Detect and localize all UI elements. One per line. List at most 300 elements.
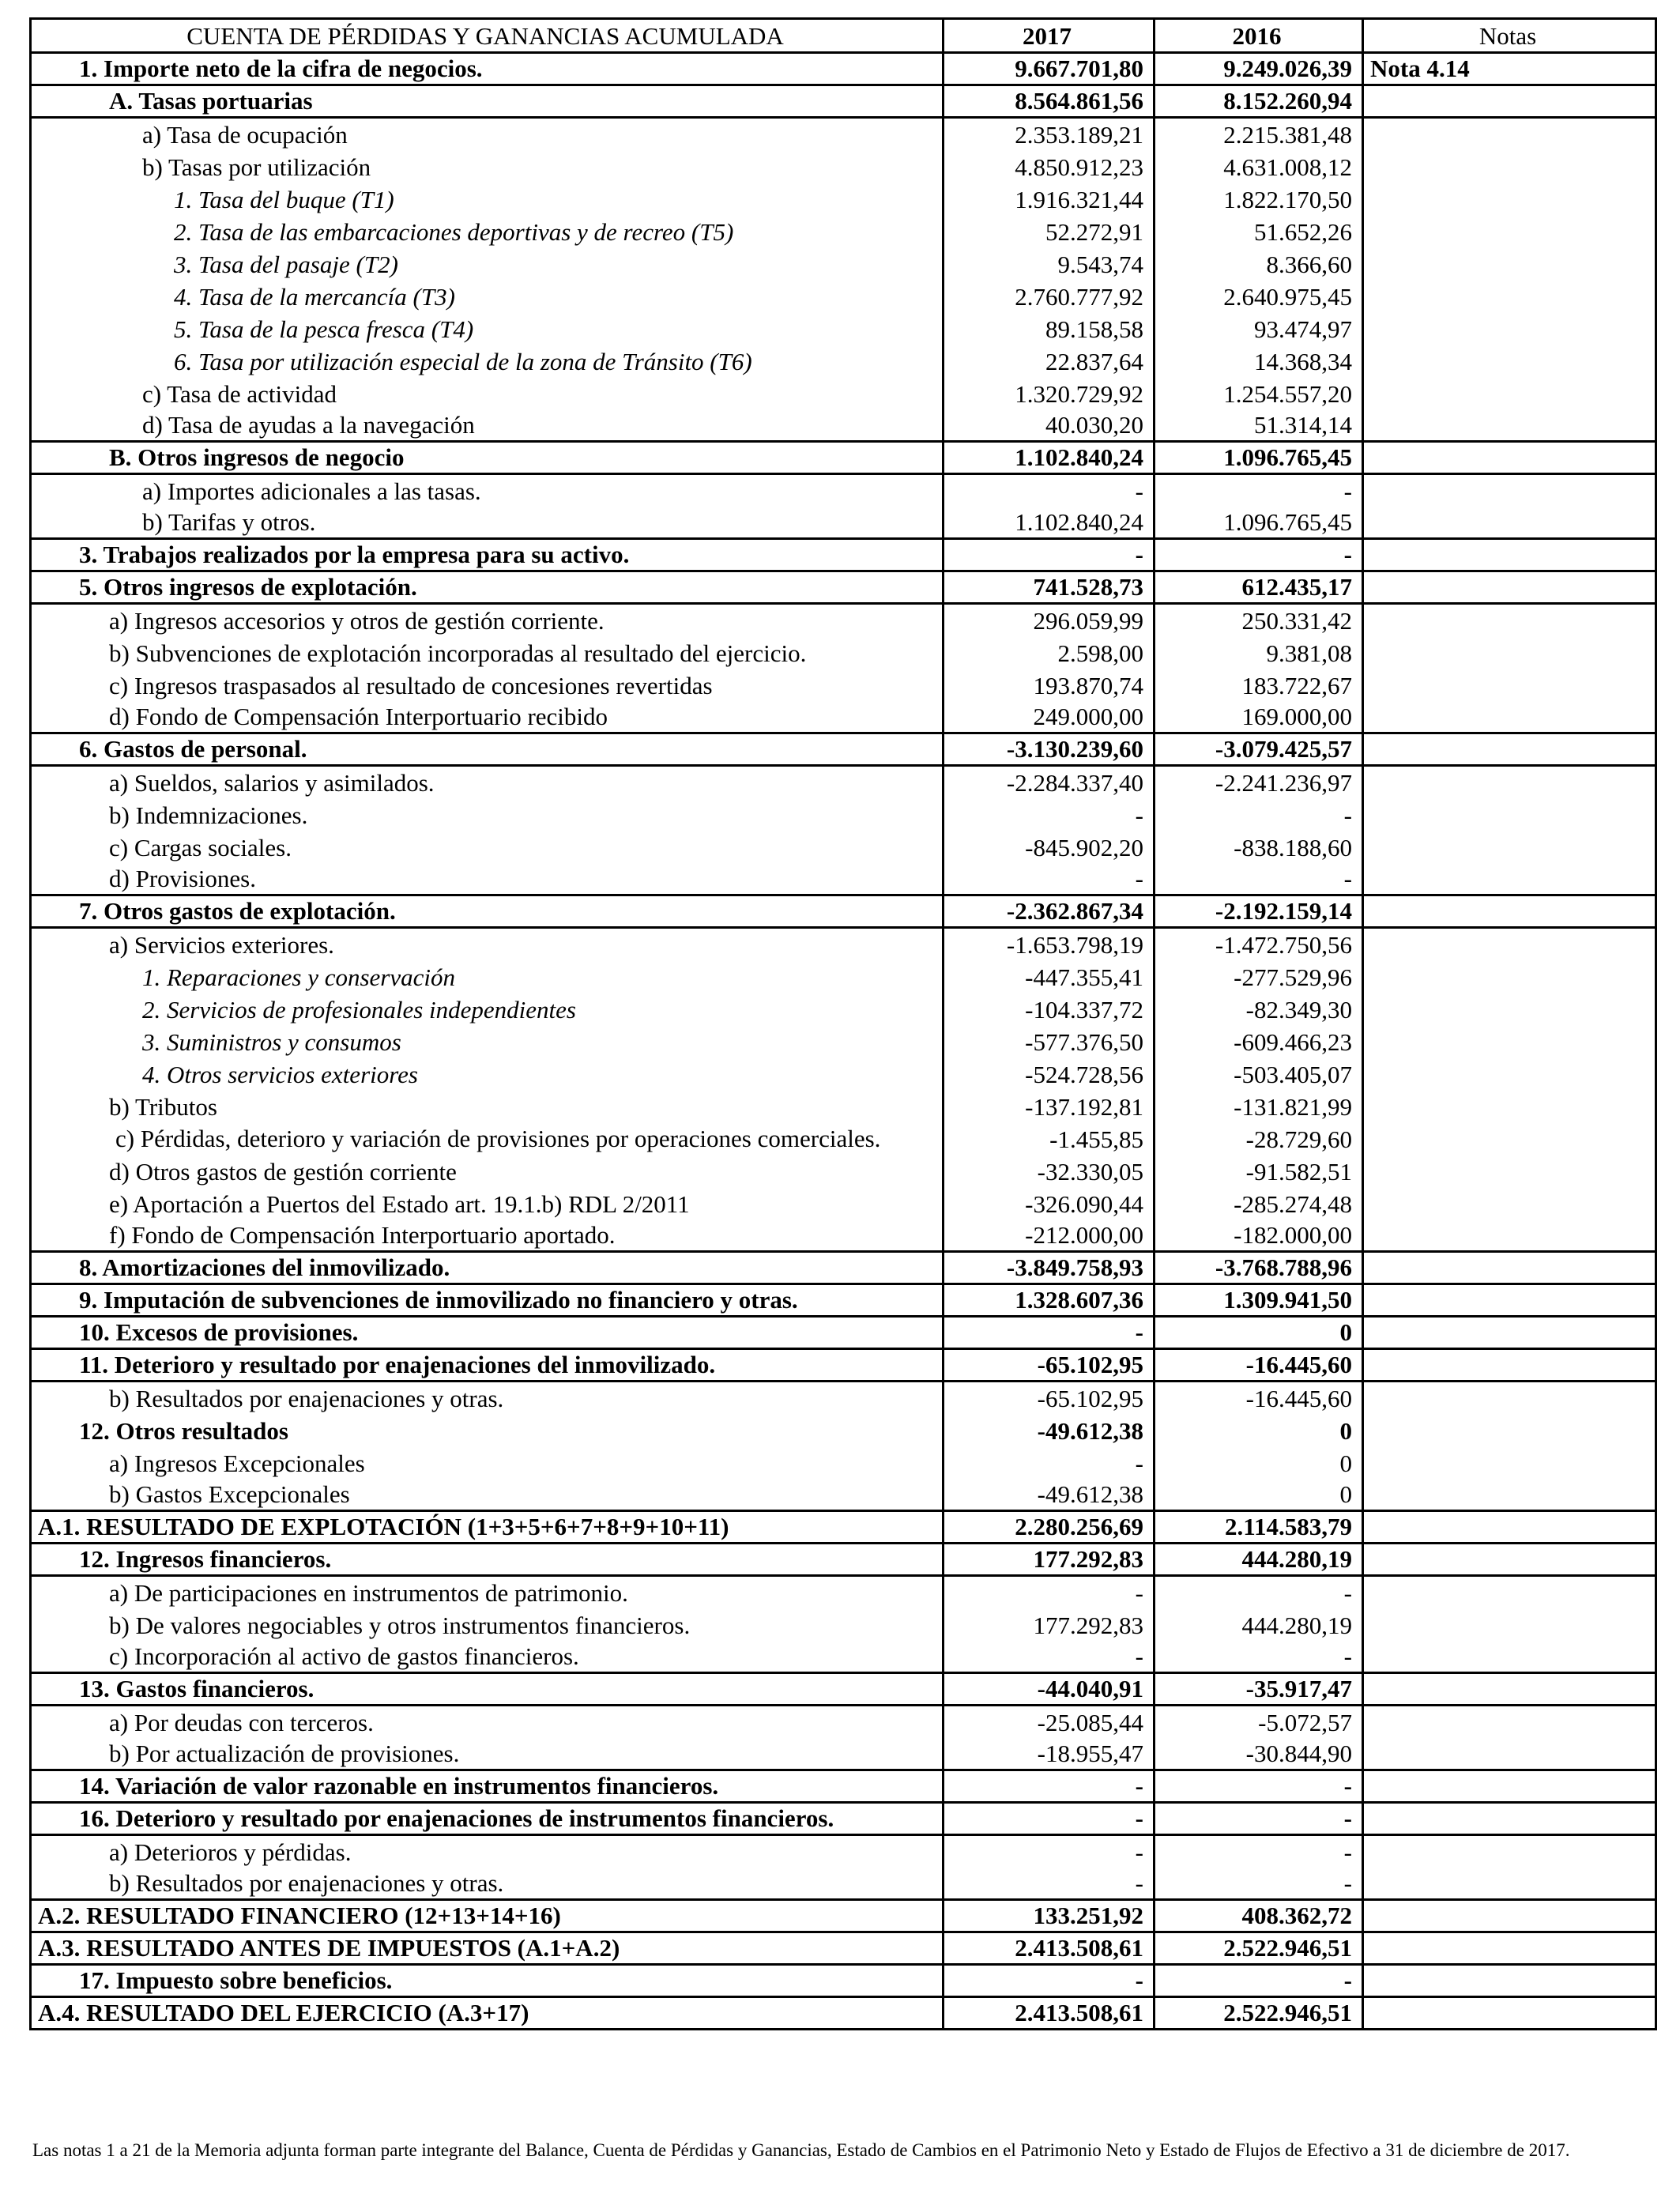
value-2016: 0 (1155, 1414, 1363, 1446)
value-2016: -35.917,47 (1155, 1673, 1363, 1706)
value-2017: -1.653.798,19 (944, 928, 1155, 960)
row-label: 1. Tasa del buque (T1) (31, 183, 944, 215)
value-2016: -3.079.425,57 (1155, 733, 1363, 766)
table-row (31, 539, 1656, 571)
row-label: f) Fondo de Compensación Interportuario aportado. (31, 1220, 944, 1252)
value-2017: 1.916.321,44 (944, 183, 1155, 215)
value-2016: 2.640.975,45 (1155, 280, 1363, 312)
row-note: Nota 4.14 (1363, 53, 1656, 85)
table-row (31, 1576, 1656, 1608)
value-2017: -2.362.867,34 (944, 895, 1155, 928)
row-label: 7. Otros gastos de explotación. (31, 895, 944, 928)
table-row (31, 118, 1656, 150)
table-row (31, 1414, 1656, 1446)
value-2016: 169.000,00 (1155, 701, 1363, 733)
value-2016: 14.368,34 (1155, 345, 1363, 377)
table-row (31, 1155, 1656, 1187)
value-2017: -104.337,72 (944, 993, 1155, 1025)
row-label: b) Subvenciones de explotación incorporadas al resultado del ejercicio. (31, 636, 944, 669)
row-label: b) Tasas por utilización (31, 150, 944, 183)
value-2016: 8.152.260,94 (1155, 85, 1363, 118)
row-note (1363, 1932, 1656, 1965)
value-2017: - (944, 539, 1155, 571)
value-2017: -49.612,38 (944, 1414, 1155, 1446)
row-note (1363, 312, 1656, 345)
row-note (1363, 1349, 1656, 1382)
value-2017: - (944, 1965, 1155, 1997)
row-label: a) Servicios exteriores. (31, 928, 944, 960)
row-label: a) Deterioros y pérdidas. (31, 1835, 944, 1868)
table-row (31, 1544, 1656, 1576)
table-row (31, 1965, 1656, 1997)
value-2017: 2.413.508,61 (944, 1932, 1155, 1965)
row-label: 3. Trabajos realizados por la empresa para su activo. (31, 539, 944, 571)
row-note (1363, 442, 1656, 474)
value-2017: 177.292,83 (944, 1544, 1155, 1576)
value-2017: 741.528,73 (944, 571, 1155, 604)
table-row (31, 1446, 1656, 1479)
value-2017: - (944, 1770, 1155, 1803)
row-label: b) Por actualización de provisiones. (31, 1738, 944, 1770)
value-2017: 296.059,99 (944, 604, 1155, 636)
value-2016: 2.215.381,48 (1155, 118, 1363, 150)
value-2017: 89.158,58 (944, 312, 1155, 345)
row-label: A.4. RESULTADO DEL EJERCICIO (A.3+17) (31, 1997, 944, 2030)
table-row (31, 1868, 1656, 1900)
table-row (31, 85, 1656, 118)
value-2017: 4.850.912,23 (944, 150, 1155, 183)
table-row (31, 312, 1656, 345)
row-label: b) Resultados por enajenaciones y otras. (31, 1382, 944, 1414)
value-2017: -49.612,38 (944, 1479, 1155, 1511)
value-2016: 1.822.170,50 (1155, 183, 1363, 215)
value-2016: -1.472.750,56 (1155, 928, 1363, 960)
value-2017: 1.102.840,24 (944, 442, 1155, 474)
table-row (31, 1900, 1656, 1932)
table-row (31, 507, 1656, 539)
value-2017: -1.455,85 (944, 1122, 1155, 1155)
table-row (31, 1284, 1656, 1317)
value-2017: 193.870,74 (944, 669, 1155, 701)
row-label: 5. Tasa de la pesca fresca (T4) (31, 312, 944, 345)
row-label: 5. Otros ingresos de explotación. (31, 571, 944, 604)
value-2017: 22.837,64 (944, 345, 1155, 377)
row-label: 17. Impuesto sobre beneficios. (31, 1965, 944, 1997)
table-row (31, 1738, 1656, 1770)
table-row (31, 1025, 1656, 1057)
row-note (1363, 863, 1656, 895)
value-2016: 51.652,26 (1155, 215, 1363, 247)
row-label: d) Otros gastos de gestión corriente (31, 1155, 944, 1187)
row-note (1363, 507, 1656, 539)
row-label: 12. Ingresos financieros. (31, 1544, 944, 1576)
row-note (1363, 1673, 1656, 1706)
value-2017: -25.085,44 (944, 1706, 1155, 1738)
table-row (31, 1835, 1656, 1868)
header-year-2016: 2016 (1155, 19, 1363, 53)
value-2016: -277.529,96 (1155, 960, 1363, 993)
row-label: d) Tasa de ayudas a la navegación (31, 409, 944, 442)
value-2016: - (1155, 1803, 1363, 1835)
table-row (31, 1641, 1656, 1673)
row-label: 14. Variación de valor razonable en instrumentos financieros. (31, 1770, 944, 1803)
value-2017: -3.130.239,60 (944, 733, 1155, 766)
row-note (1363, 247, 1656, 280)
table-row (31, 831, 1656, 863)
value-2016: 1.096.765,45 (1155, 507, 1363, 539)
value-2016: 408.362,72 (1155, 1900, 1363, 1932)
row-note (1363, 733, 1656, 766)
value-2017: -44.040,91 (944, 1673, 1155, 1706)
row-label: a) Por deudas con terceros. (31, 1706, 944, 1738)
value-2017: 249.000,00 (944, 701, 1155, 733)
value-2017: -3.849.758,93 (944, 1252, 1155, 1284)
row-label: 3. Tasa del pasaje (T2) (31, 247, 944, 280)
value-2017: -32.330,05 (944, 1155, 1155, 1187)
table-row (31, 1057, 1656, 1090)
row-label: a) Sueldos, salarios y asimilados. (31, 766, 944, 798)
table-row (31, 1608, 1656, 1641)
row-note (1363, 1382, 1656, 1414)
row-label: 1. Reparaciones y conservación (31, 960, 944, 993)
value-2016: - (1155, 1641, 1363, 1673)
row-label: 13. Gastos financieros. (31, 1673, 944, 1706)
table-row (31, 1220, 1656, 1252)
value-2016: -5.072,57 (1155, 1706, 1363, 1738)
row-note (1363, 539, 1656, 571)
row-note (1363, 1770, 1656, 1803)
row-label: b) Indemnizaciones. (31, 798, 944, 831)
table-row (31, 1252, 1656, 1284)
table-row (31, 247, 1656, 280)
row-label: 4. Tasa de la mercancía (T3) (31, 280, 944, 312)
value-2016: -2.192.159,14 (1155, 895, 1363, 928)
row-label: b) Tributos (31, 1090, 944, 1122)
row-note (1363, 215, 1656, 247)
row-label: 6. Tasa por utilización especial de la zona de Tránsito (T6) (31, 345, 944, 377)
value-2016: 1.096.765,45 (1155, 442, 1363, 474)
value-2017: -65.102,95 (944, 1349, 1155, 1382)
row-label: A. Tasas portuarias (31, 85, 944, 118)
table-row (31, 1090, 1656, 1122)
row-note (1363, 1965, 1656, 1997)
table-row (31, 409, 1656, 442)
row-label: e) Aportación a Puertos del Estado art. 19.1.b) RDL 2/2011 (31, 1187, 944, 1220)
row-label: a) Importes adicionales a las tasas. (31, 474, 944, 507)
row-label: 8. Amortizaciones del inmovilizado. (31, 1252, 944, 1284)
row-label: c) Incorporación al activo de gastos financieros. (31, 1641, 944, 1673)
value-2017: -65.102,95 (944, 1382, 1155, 1414)
row-note (1363, 409, 1656, 442)
value-2017: -18.955,47 (944, 1738, 1155, 1770)
row-note (1363, 1057, 1656, 1090)
row-note (1363, 377, 1656, 409)
value-2016: 0 (1155, 1446, 1363, 1479)
value-2016: 4.631.008,12 (1155, 150, 1363, 183)
table-row (31, 1187, 1656, 1220)
value-2016: -16.445,60 (1155, 1349, 1363, 1382)
value-2017: -326.090,44 (944, 1187, 1155, 1220)
value-2017: - (944, 1641, 1155, 1673)
table-row (31, 1673, 1656, 1706)
row-label: b) Gastos Excepcionales (31, 1479, 944, 1511)
table-row (31, 183, 1656, 215)
value-2016: 1.309.941,50 (1155, 1284, 1363, 1317)
row-note (1363, 1187, 1656, 1220)
row-note (1363, 1479, 1656, 1511)
table-row (31, 215, 1656, 247)
value-2016: 8.366,60 (1155, 247, 1363, 280)
value-2016: 2.114.583,79 (1155, 1511, 1363, 1544)
row-label: a) Tasa de ocupación (31, 118, 944, 150)
row-note (1363, 831, 1656, 863)
row-note (1363, 669, 1656, 701)
table-row (31, 733, 1656, 766)
value-2017: 177.292,83 (944, 1608, 1155, 1641)
value-2017: 2.413.508,61 (944, 1997, 1155, 2030)
value-2017: 9.543,74 (944, 247, 1155, 280)
value-2016: -2.241.236,97 (1155, 766, 1363, 798)
row-label: 10. Excesos de provisiones. (31, 1317, 944, 1349)
row-note (1363, 1511, 1656, 1544)
value-2016: -16.445,60 (1155, 1382, 1363, 1414)
table-row (31, 636, 1656, 669)
value-2016: -182.000,00 (1155, 1220, 1363, 1252)
row-note (1363, 1868, 1656, 1900)
value-2016: - (1155, 1965, 1363, 1997)
row-note (1363, 150, 1656, 183)
value-2017: 40.030,20 (944, 409, 1155, 442)
value-2016: -131.821,99 (1155, 1090, 1363, 1122)
table-row (31, 1932, 1656, 1965)
row-label: A.2. RESULTADO FINANCIERO (12+13+14+16) (31, 1900, 944, 1932)
value-2016: 612.435,17 (1155, 571, 1363, 604)
row-note (1363, 1576, 1656, 1608)
table-row (31, 798, 1656, 831)
profit-loss-table (29, 17, 1657, 2030)
table-row (31, 993, 1656, 1025)
row-label: A.3. RESULTADO ANTES DE IMPUESTOS (A.1+A.2) (31, 1932, 944, 1965)
value-2017: - (944, 1576, 1155, 1608)
value-2016: - (1155, 1835, 1363, 1868)
row-note (1363, 183, 1656, 215)
value-2017: - (944, 1803, 1155, 1835)
table-row (31, 1382, 1656, 1414)
table-row (31, 442, 1656, 474)
row-note (1363, 1220, 1656, 1252)
value-2016: -82.349,30 (1155, 993, 1363, 1025)
value-2017: 2.760.777,92 (944, 280, 1155, 312)
value-2017: 1.320.729,92 (944, 377, 1155, 409)
value-2017: -137.192,81 (944, 1090, 1155, 1122)
row-label: 12. Otros resultados (31, 1414, 944, 1446)
value-2016: - (1155, 1868, 1363, 1900)
table-row (31, 1770, 1656, 1803)
table-row (31, 280, 1656, 312)
row-note (1363, 636, 1656, 669)
value-2016: 9.381,08 (1155, 636, 1363, 669)
row-label: c) Pérdidas, deterioro y variación de provisiones por operaciones comerciales. (31, 1122, 944, 1155)
row-label: 16. Deterioro y resultado por enajenaciones de instrumentos financieros. (31, 1803, 944, 1835)
row-note (1363, 1446, 1656, 1479)
value-2017: -212.000,00 (944, 1220, 1155, 1252)
row-note (1363, 1317, 1656, 1349)
value-2016: -28.729,60 (1155, 1122, 1363, 1155)
value-2017: - (944, 1835, 1155, 1868)
table-row (31, 1122, 1656, 1155)
table-row (31, 604, 1656, 636)
table-row (31, 701, 1656, 733)
table-row (31, 377, 1656, 409)
row-label: 2. Tasa de las embarcaciones deportivas y de recreo (T5) (31, 215, 944, 247)
row-note (1363, 701, 1656, 733)
row-note (1363, 928, 1656, 960)
table-row (31, 960, 1656, 993)
table-body (31, 53, 1656, 2030)
row-label: 2. Servicios de profesionales independientes (31, 993, 944, 1025)
row-note (1363, 1641, 1656, 1673)
table-row (31, 1317, 1656, 1349)
row-note (1363, 604, 1656, 636)
value-2016: 0 (1155, 1317, 1363, 1349)
value-2017: 2.598,00 (944, 636, 1155, 669)
row-note (1363, 280, 1656, 312)
table-row (31, 150, 1656, 183)
table-row (31, 1997, 1656, 2030)
value-2017: - (944, 474, 1155, 507)
row-note (1363, 1997, 1656, 2030)
row-note (1363, 1706, 1656, 1738)
value-2017: 133.251,92 (944, 1900, 1155, 1932)
row-label: 3. Suministros y consumos (31, 1025, 944, 1057)
row-note (1363, 118, 1656, 150)
row-note (1363, 1900, 1656, 1932)
table-row (31, 1479, 1656, 1511)
value-2016: - (1155, 1576, 1363, 1608)
table-row (31, 345, 1656, 377)
row-note (1363, 798, 1656, 831)
row-note (1363, 85, 1656, 118)
value-2016: -30.844,90 (1155, 1738, 1363, 1770)
value-2016: - (1155, 474, 1363, 507)
table-row (31, 1511, 1656, 1544)
row-label: b) Tarifas y otros. (31, 507, 944, 539)
row-note (1363, 345, 1656, 377)
value-2017: - (944, 863, 1155, 895)
value-2017: 2.280.256,69 (944, 1511, 1155, 1544)
table-row (31, 669, 1656, 701)
row-note (1363, 895, 1656, 928)
row-note (1363, 1284, 1656, 1317)
row-note (1363, 993, 1656, 1025)
row-note (1363, 571, 1656, 604)
value-2016: 250.331,42 (1155, 604, 1363, 636)
row-note (1363, 1835, 1656, 1868)
table-row (31, 571, 1656, 604)
table-header-row (31, 19, 1656, 53)
row-label: 1. Importe neto de la cifra de negocios. (31, 53, 944, 85)
row-note (1363, 1608, 1656, 1641)
row-label: c) Tasa de actividad (31, 377, 944, 409)
table-title: CUENTA DE PÉRDIDAS Y GANANCIAS ACUMULADA (31, 19, 944, 53)
value-2017: 2.353.189,21 (944, 118, 1155, 150)
value-2016: 183.722,67 (1155, 669, 1363, 701)
footer-note: Las notas 1 a 21 de la Memoria adjunta forman parte integrante del Balance, Cuenta de Pérdidas y Ganancias, Estado de Cambios en el Patrimonio Neto y Estado de Flujos de Efectivo a 31 de diciembre de 2017. (32, 2140, 1570, 2160)
value-2017: 9.667.701,80 (944, 53, 1155, 85)
row-note (1363, 766, 1656, 798)
row-label: 6. Gastos de personal. (31, 733, 944, 766)
value-2016: -285.274,48 (1155, 1187, 1363, 1220)
value-2016: -3.768.788,96 (1155, 1252, 1363, 1284)
row-note (1363, 1025, 1656, 1057)
table-row (31, 766, 1656, 798)
header-notes: Notas (1363, 19, 1656, 53)
row-label: c) Ingresos traspasados al resultado de concesiones revertidas (31, 669, 944, 701)
value-2017: - (944, 798, 1155, 831)
value-2017: 52.272,91 (944, 215, 1155, 247)
value-2016: 1.254.557,20 (1155, 377, 1363, 409)
row-note (1363, 1090, 1656, 1122)
row-note (1363, 1414, 1656, 1446)
row-note (1363, 960, 1656, 993)
row-label: b) De valores negociables y otros instrumentos financieros. (31, 1608, 944, 1641)
row-label: 9. Imputación de subvenciones de inmovilizado no financiero y otras. (31, 1284, 944, 1317)
row-label: 11. Deterioro y resultado por enajenaciones del inmovilizado. (31, 1349, 944, 1382)
value-2016: 2.522.946,51 (1155, 1932, 1363, 1965)
row-note (1363, 1803, 1656, 1835)
value-2017: -2.284.337,40 (944, 766, 1155, 798)
value-2016: 9.249.026,39 (1155, 53, 1363, 85)
value-2016: -91.582,51 (1155, 1155, 1363, 1187)
header-year-2017: 2017 (944, 19, 1155, 53)
value-2016: - (1155, 863, 1363, 895)
row-note (1363, 1738, 1656, 1770)
row-label: d) Fondo de Compensación Interportuario recibido (31, 701, 944, 733)
row-label: a) De participaciones en instrumentos de patrimonio. (31, 1576, 944, 1608)
row-note (1363, 1122, 1656, 1155)
row-label: A.1. RESULTADO DE EXPLOTACIÓN (1+3+5+6+7+8+9+10+11) (31, 1511, 944, 1544)
row-note (1363, 474, 1656, 507)
row-label: 4. Otros servicios exteriores (31, 1057, 944, 1090)
table-row (31, 863, 1656, 895)
value-2017: 8.564.861,56 (944, 85, 1155, 118)
row-note (1363, 1155, 1656, 1187)
value-2016: - (1155, 539, 1363, 571)
row-label: a) Ingresos accesorios y otros de gestión corriente. (31, 604, 944, 636)
value-2016: - (1155, 1770, 1363, 1803)
value-2016: 0 (1155, 1479, 1363, 1511)
row-label: c) Cargas sociales. (31, 831, 944, 863)
row-label: a) Ingresos Excepcionales (31, 1446, 944, 1479)
row-label: b) Resultados por enajenaciones y otras. (31, 1868, 944, 1900)
row-label: d) Provisiones. (31, 863, 944, 895)
row-note (1363, 1252, 1656, 1284)
value-2016: -503.405,07 (1155, 1057, 1363, 1090)
table-row (31, 53, 1656, 85)
table-row (31, 1706, 1656, 1738)
value-2017: 1.328.607,36 (944, 1284, 1155, 1317)
row-note (1363, 1544, 1656, 1576)
value-2016: - (1155, 798, 1363, 831)
value-2017: -447.355,41 (944, 960, 1155, 993)
value-2016: 444.280,19 (1155, 1544, 1363, 1576)
row-label: B. Otros ingresos de negocio (31, 442, 944, 474)
value-2016: 2.522.946,51 (1155, 1997, 1363, 2030)
value-2016: 93.474,97 (1155, 312, 1363, 345)
value-2017: -524.728,56 (944, 1057, 1155, 1090)
value-2017: -845.902,20 (944, 831, 1155, 863)
table-row (31, 474, 1656, 507)
